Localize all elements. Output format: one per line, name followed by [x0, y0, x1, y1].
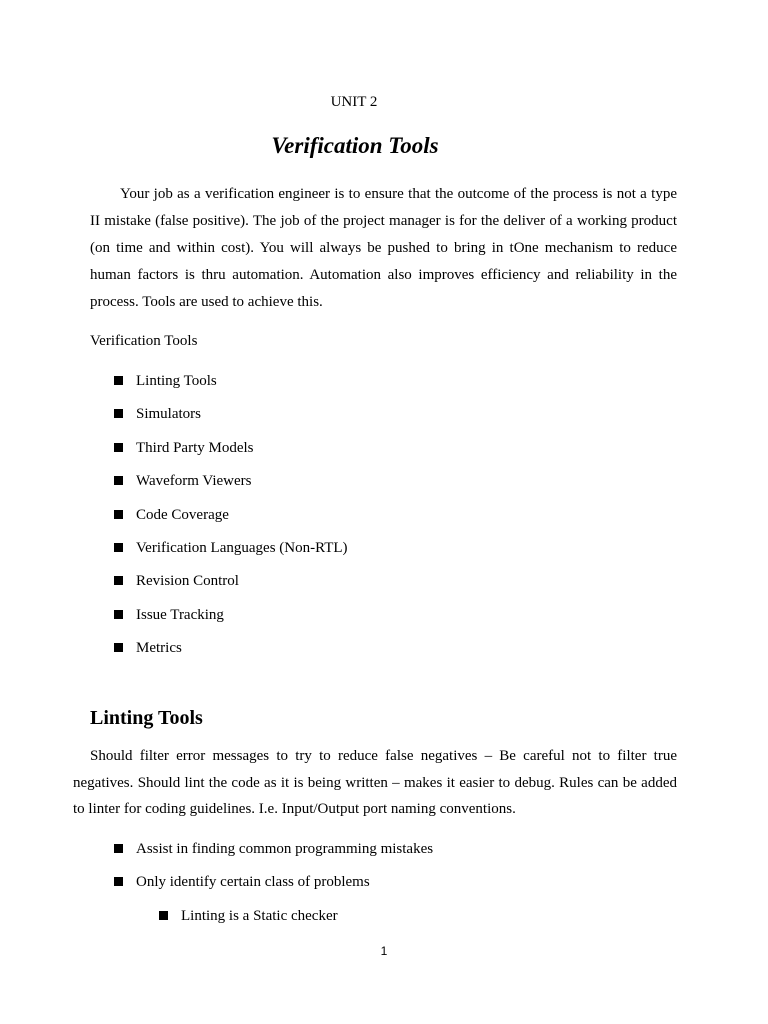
page-number: 1 — [380, 944, 388, 958]
square-bullet-icon — [114, 510, 123, 519]
list-item-label: Simulators — [136, 406, 202, 423]
linting-paragraph: Should filter error messages to try to reduce false negatives – Be careful not to filter true negatives. Should lint the code as it is being written – makes it easier to debug. Rules can be added to linter for coding guidelines. I.e. Input/Output port naming conventions. — [73, 748, 677, 817]
intro-paragraph: Your job as a verification engineer is to ensure that the outcome of the process is not a type II mistake (false positive). The job of the project manager is for the deliver of a working product (on time and within cost). You will always be pushed to bring in tOne mechanism to reduce human factors is thru automation. Automation also improves efficiency and reliability in the process. Tools are used to achieve this. — [90, 186, 677, 310]
list-item-label: Waveform Viewers — [136, 473, 252, 490]
linting-sub-bullet-list — [159, 906, 338, 926]
square-bullet-icon — [114, 543, 123, 552]
linting-bullet-list — [114, 839, 433, 906]
list-item — [114, 404, 348, 437]
list-item — [114, 839, 433, 872]
square-bullet-icon — [114, 844, 123, 853]
list-item — [114, 571, 348, 604]
list-item-label: Verification Languages (Non-RTL) — [136, 539, 348, 556]
list-item-label: Linting is a Static checker — [181, 908, 338, 924]
square-bullet-icon — [114, 576, 123, 585]
square-bullet-icon — [114, 877, 123, 886]
square-bullet-icon — [114, 610, 123, 619]
list-item — [114, 605, 348, 638]
square-bullet-icon — [114, 409, 123, 418]
list-item — [114, 872, 433, 905]
list-item — [114, 438, 348, 471]
list-item-label: Metrics — [136, 640, 182, 657]
list-item-label: Issue Tracking — [136, 606, 224, 623]
list-item — [114, 371, 348, 404]
verification-tools-list — [114, 371, 348, 672]
list-item — [114, 505, 348, 538]
document-title: Verification Tools — [271, 133, 439, 158]
square-bullet-icon — [114, 643, 123, 652]
list-item — [114, 538, 348, 571]
square-bullet-icon — [114, 476, 123, 485]
list-item-label: Assist in finding common programming mistakes — [136, 841, 434, 857]
square-bullet-icon — [159, 911, 168, 920]
list-item — [114, 471, 348, 504]
list-item-label: Linting Tools — [136, 373, 217, 389]
verification-tools-label: Verification Tools — [90, 333, 198, 349]
square-bullet-icon — [114, 376, 123, 385]
linting-tools-heading: Linting Tools — [90, 707, 203, 729]
list-item-label: Third Party Models — [136, 439, 254, 456]
unit-label: UNIT 2 — [330, 94, 378, 110]
list-item-label: Code Coverage — [136, 506, 229, 523]
list-item — [114, 638, 348, 671]
list-item-label: Revision Control — [136, 573, 239, 590]
square-bullet-icon — [114, 443, 123, 452]
list-item — [159, 906, 338, 926]
list-item-label: Only identify certain class of problems — [136, 874, 370, 891]
